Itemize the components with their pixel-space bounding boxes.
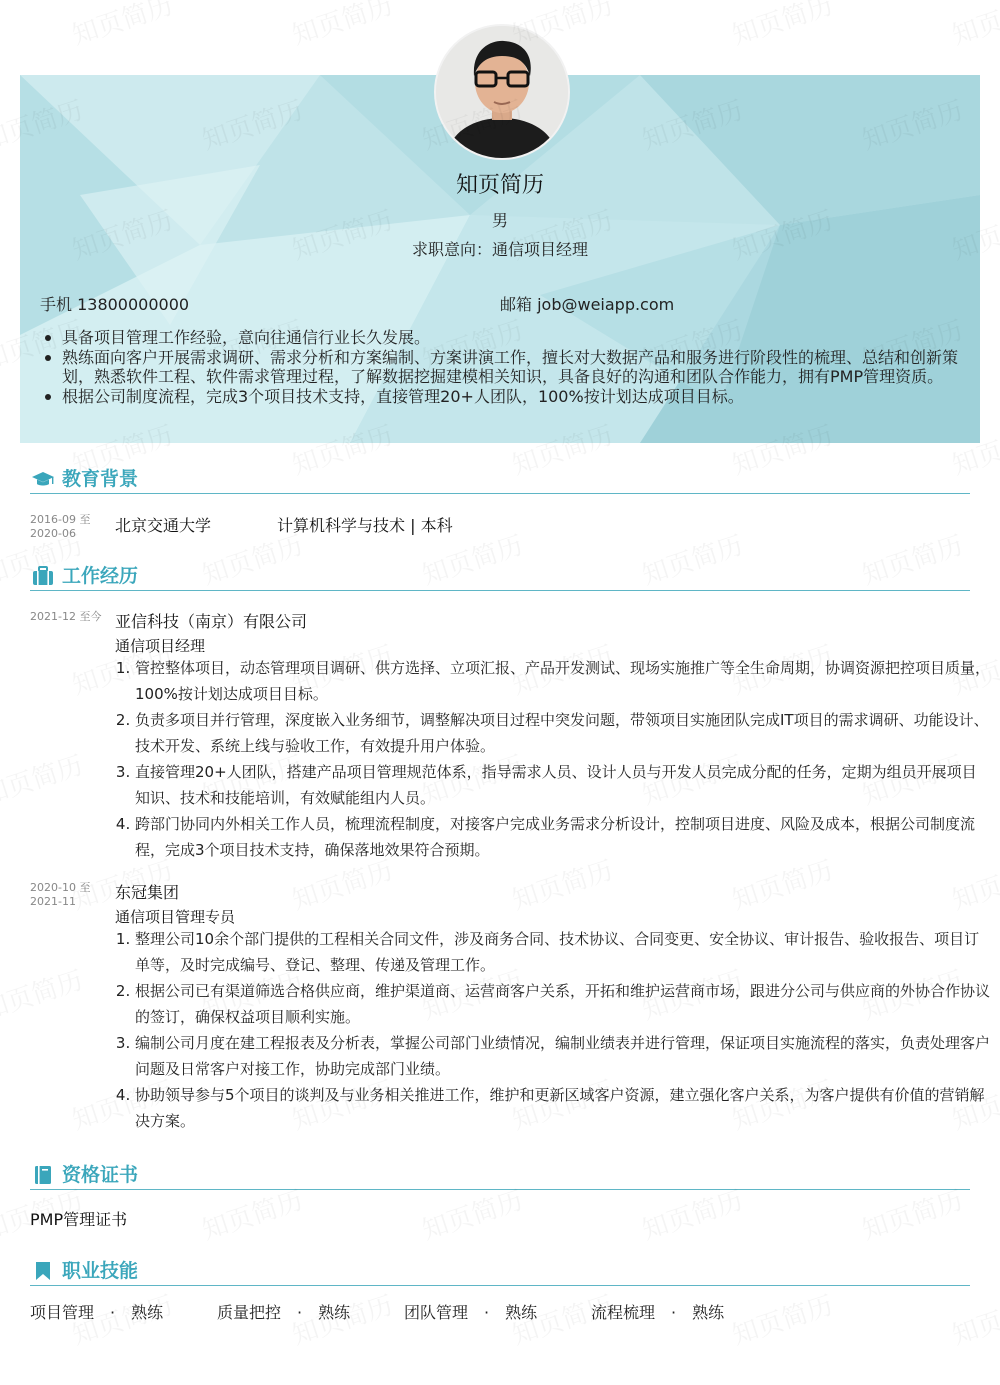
- job-date: [30, 881, 110, 909]
- avatar: [434, 24, 570, 160]
- skill-level: 熟练: [318, 1303, 351, 1322]
- briefcase-icon: [32, 566, 54, 586]
- section-education: [30, 467, 970, 494]
- job-intent: 求职意向：通信项目经理: [411, 240, 588, 259]
- skill-name: 流程梳理: [591, 1303, 656, 1322]
- job-date: [30, 610, 110, 624]
- school-name: 北京交通大学: [115, 516, 212, 535]
- duty-item: 2. 根据公司已有渠道筛选合格供应商，维护渠道商、运营商客户关系，开拓和维护运营商市场，跟进分公司与供应商的外协合作协议的签订，确保权益项目顺利实施。: [135, 978, 990, 1030]
- skill-separator: ·: [297, 1303, 303, 1322]
- watermark-text: [727, 1285, 837, 1352]
- skill-name: 质量把控: [217, 1303, 282, 1322]
- duty-item: 3. 直接管理20+人团队，搭建产品项目管理规范体系，指导需求人员、设计人员与开发人员完成分配的任务，定期为组员开展项目知识、技术和技能培训，有效赋能组内人员。: [135, 759, 990, 811]
- date-start: 2020-10 至: [30, 881, 91, 894]
- duty-list: [115, 655, 990, 863]
- skill-item: [30, 1300, 163, 1323]
- education-date: [30, 513, 110, 541]
- watermark-text: [67, 0, 177, 52]
- skill-separator: ·: [484, 1303, 490, 1322]
- section-skills: [30, 1259, 970, 1286]
- job-title: 通信项目管理专员: [115, 908, 236, 926]
- duty-list: [115, 926, 990, 1134]
- skill-level: 熟练: [131, 1303, 164, 1322]
- skill-separator: ·: [110, 1303, 116, 1322]
- summary-item: 根据公司制度流程，完成3个项目技术支持，直接管理20+人团队，100%按计划达成项目目标。: [62, 387, 982, 407]
- skill-level: 熟练: [692, 1303, 725, 1322]
- skill-item: [404, 1300, 537, 1323]
- duty-item: 1. 管控整体项目，动态管理项目调研、供方选择、立项汇报、产品开发测试、现场实施推广等全生命周期，协调资源把控项目质量，100%按计划达成项目目标。: [135, 655, 990, 707]
- bookmark-flag-icon: [32, 1261, 54, 1281]
- summary-item: 具备项目管理工作经验，意向往通信行业长久发展。: [62, 328, 982, 348]
- summary-list: [40, 328, 982, 406]
- date-start: 2021-12 至今: [30, 610, 102, 623]
- skill-level: 熟练: [505, 1303, 538, 1322]
- phone: 手机 13800000000: [40, 295, 190, 314]
- email: 邮箱 job@weiapp.com: [500, 295, 675, 314]
- skill-name: 团队管理: [404, 1303, 469, 1322]
- job-title: 通信项目经理: [115, 637, 206, 655]
- date-end: 2020-06: [30, 527, 76, 540]
- summary-item: 熟练面向客户开展需求调研、需求分析和方案编制、方案讲演工作，擅长对大数据产品和服务进行阶段性的梳理、总结和创新策划，熟悉软件工程、软件需求管理过程，了解数据挖掘建模相关知识，具备良好的沟通和团队合作能力，拥有PMP管理资质。: [62, 348, 982, 387]
- section-title: 教育背景: [62, 468, 139, 490]
- gender: 男: [491, 211, 508, 230]
- skill-item: [217, 1300, 350, 1323]
- company-name: 亚信科技（南京）有限公司: [115, 612, 308, 631]
- skill-item: [591, 1300, 724, 1323]
- book-icon: [32, 1165, 54, 1185]
- company-name: 东冠集团: [115, 883, 180, 902]
- section-title: 职业技能: [62, 1260, 139, 1282]
- section-work: [30, 564, 970, 591]
- duty-item: 1. 整理公司10余个部门提供的工程相关合同文件，涉及商务合同、技术协议、合同变更、安全协议、审计报告、验收报告、项目订单等，及时完成编号、登记、整理、传递及管理工作。: [135, 926, 990, 978]
- date-start: 2016-09 至: [30, 513, 91, 526]
- section-title: 资格证书: [62, 1164, 139, 1186]
- candidate-name: 知页简历: [455, 173, 544, 198]
- certificate-item: PMP管理证书: [30, 1210, 128, 1229]
- graduation-cap-icon: [32, 469, 54, 489]
- watermark-text: [0, 745, 87, 812]
- skill-name: 项目管理: [30, 1303, 95, 1322]
- watermark-text: [947, 1285, 1000, 1352]
- watermark-text: [0, 960, 87, 1027]
- skill-separator: ·: [671, 1303, 677, 1322]
- duty-item: 4. 跨部门协同内外相关工作人员，梳理流程制度，对接客户完成业务需求分析设计，控制项目进度、风险及成本，根据公司制度流程，完成3个项目技术支持，确保落地效果符合预期。: [135, 811, 990, 863]
- watermark-text: [947, 0, 1000, 52]
- watermark-text: [287, 0, 397, 52]
- section-certificates: [30, 1163, 970, 1190]
- major: 计算机科学与技术 | 本科: [277, 516, 453, 535]
- duty-item: 4. 协助领导参与5个项目的谈判及与业务相关推进工作，维护和更新区域客户资源，建立强化客户关系，为客户提供有价值的营销解决方案。: [135, 1082, 990, 1134]
- duty-item: 2. 负责多项目并行管理，深度嵌入业务细节，调整解决项目过程中突发问题，带领项目实施团队完成IT项目的需求调研、功能设计、技术开发、系统上线与验收工作，有效提升用户体验。: [135, 707, 990, 759]
- watermark-text: [727, 0, 837, 52]
- section-title: 工作经历: [62, 565, 139, 587]
- date-end: 2021-11: [30, 895, 76, 908]
- duty-item: 3. 编制公司月度在建工程报表及分析表，掌握公司部门业绩情况，编制业绩表并进行管理，保证项目实施流程的落实，负责处理客户问题及日常客户对接工作，协助完成部门业绩。: [135, 1030, 990, 1082]
